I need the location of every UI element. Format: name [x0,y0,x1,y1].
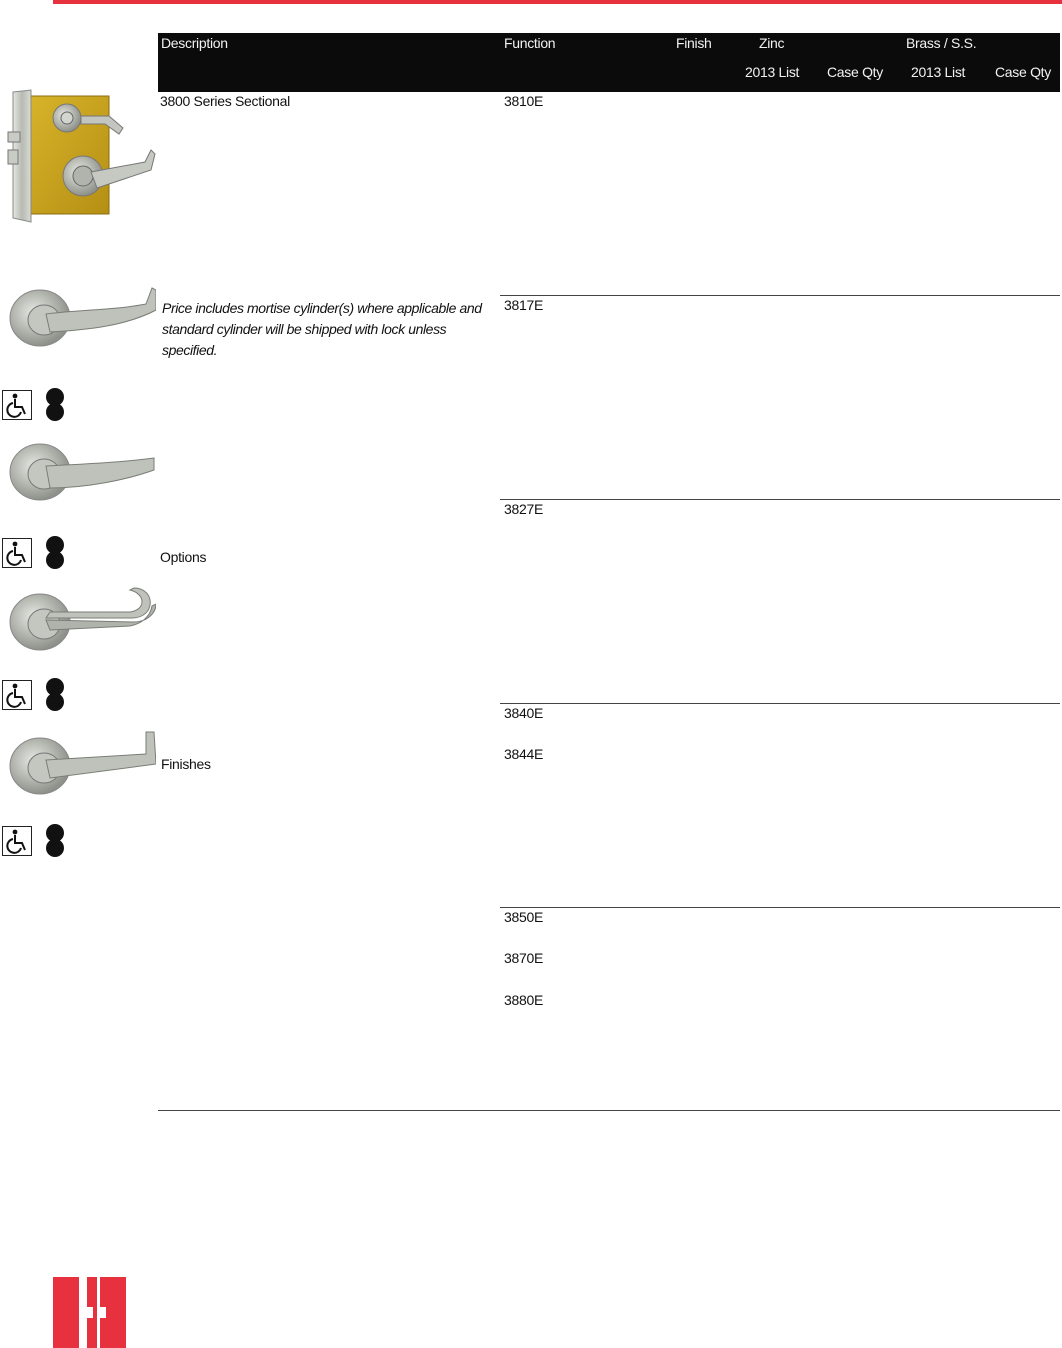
header-brass-list: 2013 List [911,64,966,80]
row-divider [500,295,1060,296]
wheelchair-icon [2,538,32,568]
function-3880e: 3880E [504,992,543,1008]
product-title: 3800 Series Sectional [160,93,290,109]
row-divider [500,907,1060,908]
mortise-lock-image [5,88,157,226]
lever-style-1-image [6,280,156,352]
function-3844e: 3844E [504,746,543,762]
function-3817e: 3817E [504,297,543,313]
function-3827e: 3827E [504,501,543,517]
options-label: Options [160,549,207,565]
header-finish: Finish [676,35,712,51]
wheelchair-icon [2,680,32,710]
table-bottom-rule [158,1110,1060,1111]
header-zinc-list: 2013 List [745,64,800,80]
function-3870e: 3870E [504,950,543,966]
lever-style-3-image [6,584,156,656]
header-zinc: Zinc [759,35,785,51]
lever-style-2-image [6,434,156,506]
two-dot-icon [44,536,66,570]
header-brass-case-qty: Case Qty [995,64,1051,80]
table-header [158,33,1060,92]
function-3850e: 3850E [504,909,543,925]
row-divider [500,703,1060,704]
lever-style-4-image [6,728,156,800]
two-dot-icon [44,388,66,422]
header-function: Function [504,35,556,51]
two-dot-icon [44,824,66,858]
two-dot-icon [44,678,66,712]
wheelchair-icon [2,826,32,856]
top-accent-bar [53,0,1062,4]
function-3810e: 3810E [504,93,543,109]
product-note: Price includes mortise cylinder(s) where applicable and standard cylinder will be shipped with lock unless specified. [162,300,482,358]
wheelchair-icon [2,390,32,420]
header-description: Description [161,35,228,51]
row-divider [500,499,1060,500]
header-brass: Brass / S.S. [906,35,977,51]
function-3840e: 3840E [504,705,543,721]
brand-logo [53,1277,126,1348]
finishes-label: Finishes [161,756,211,772]
header-zinc-case-qty: Case Qty [827,64,883,80]
